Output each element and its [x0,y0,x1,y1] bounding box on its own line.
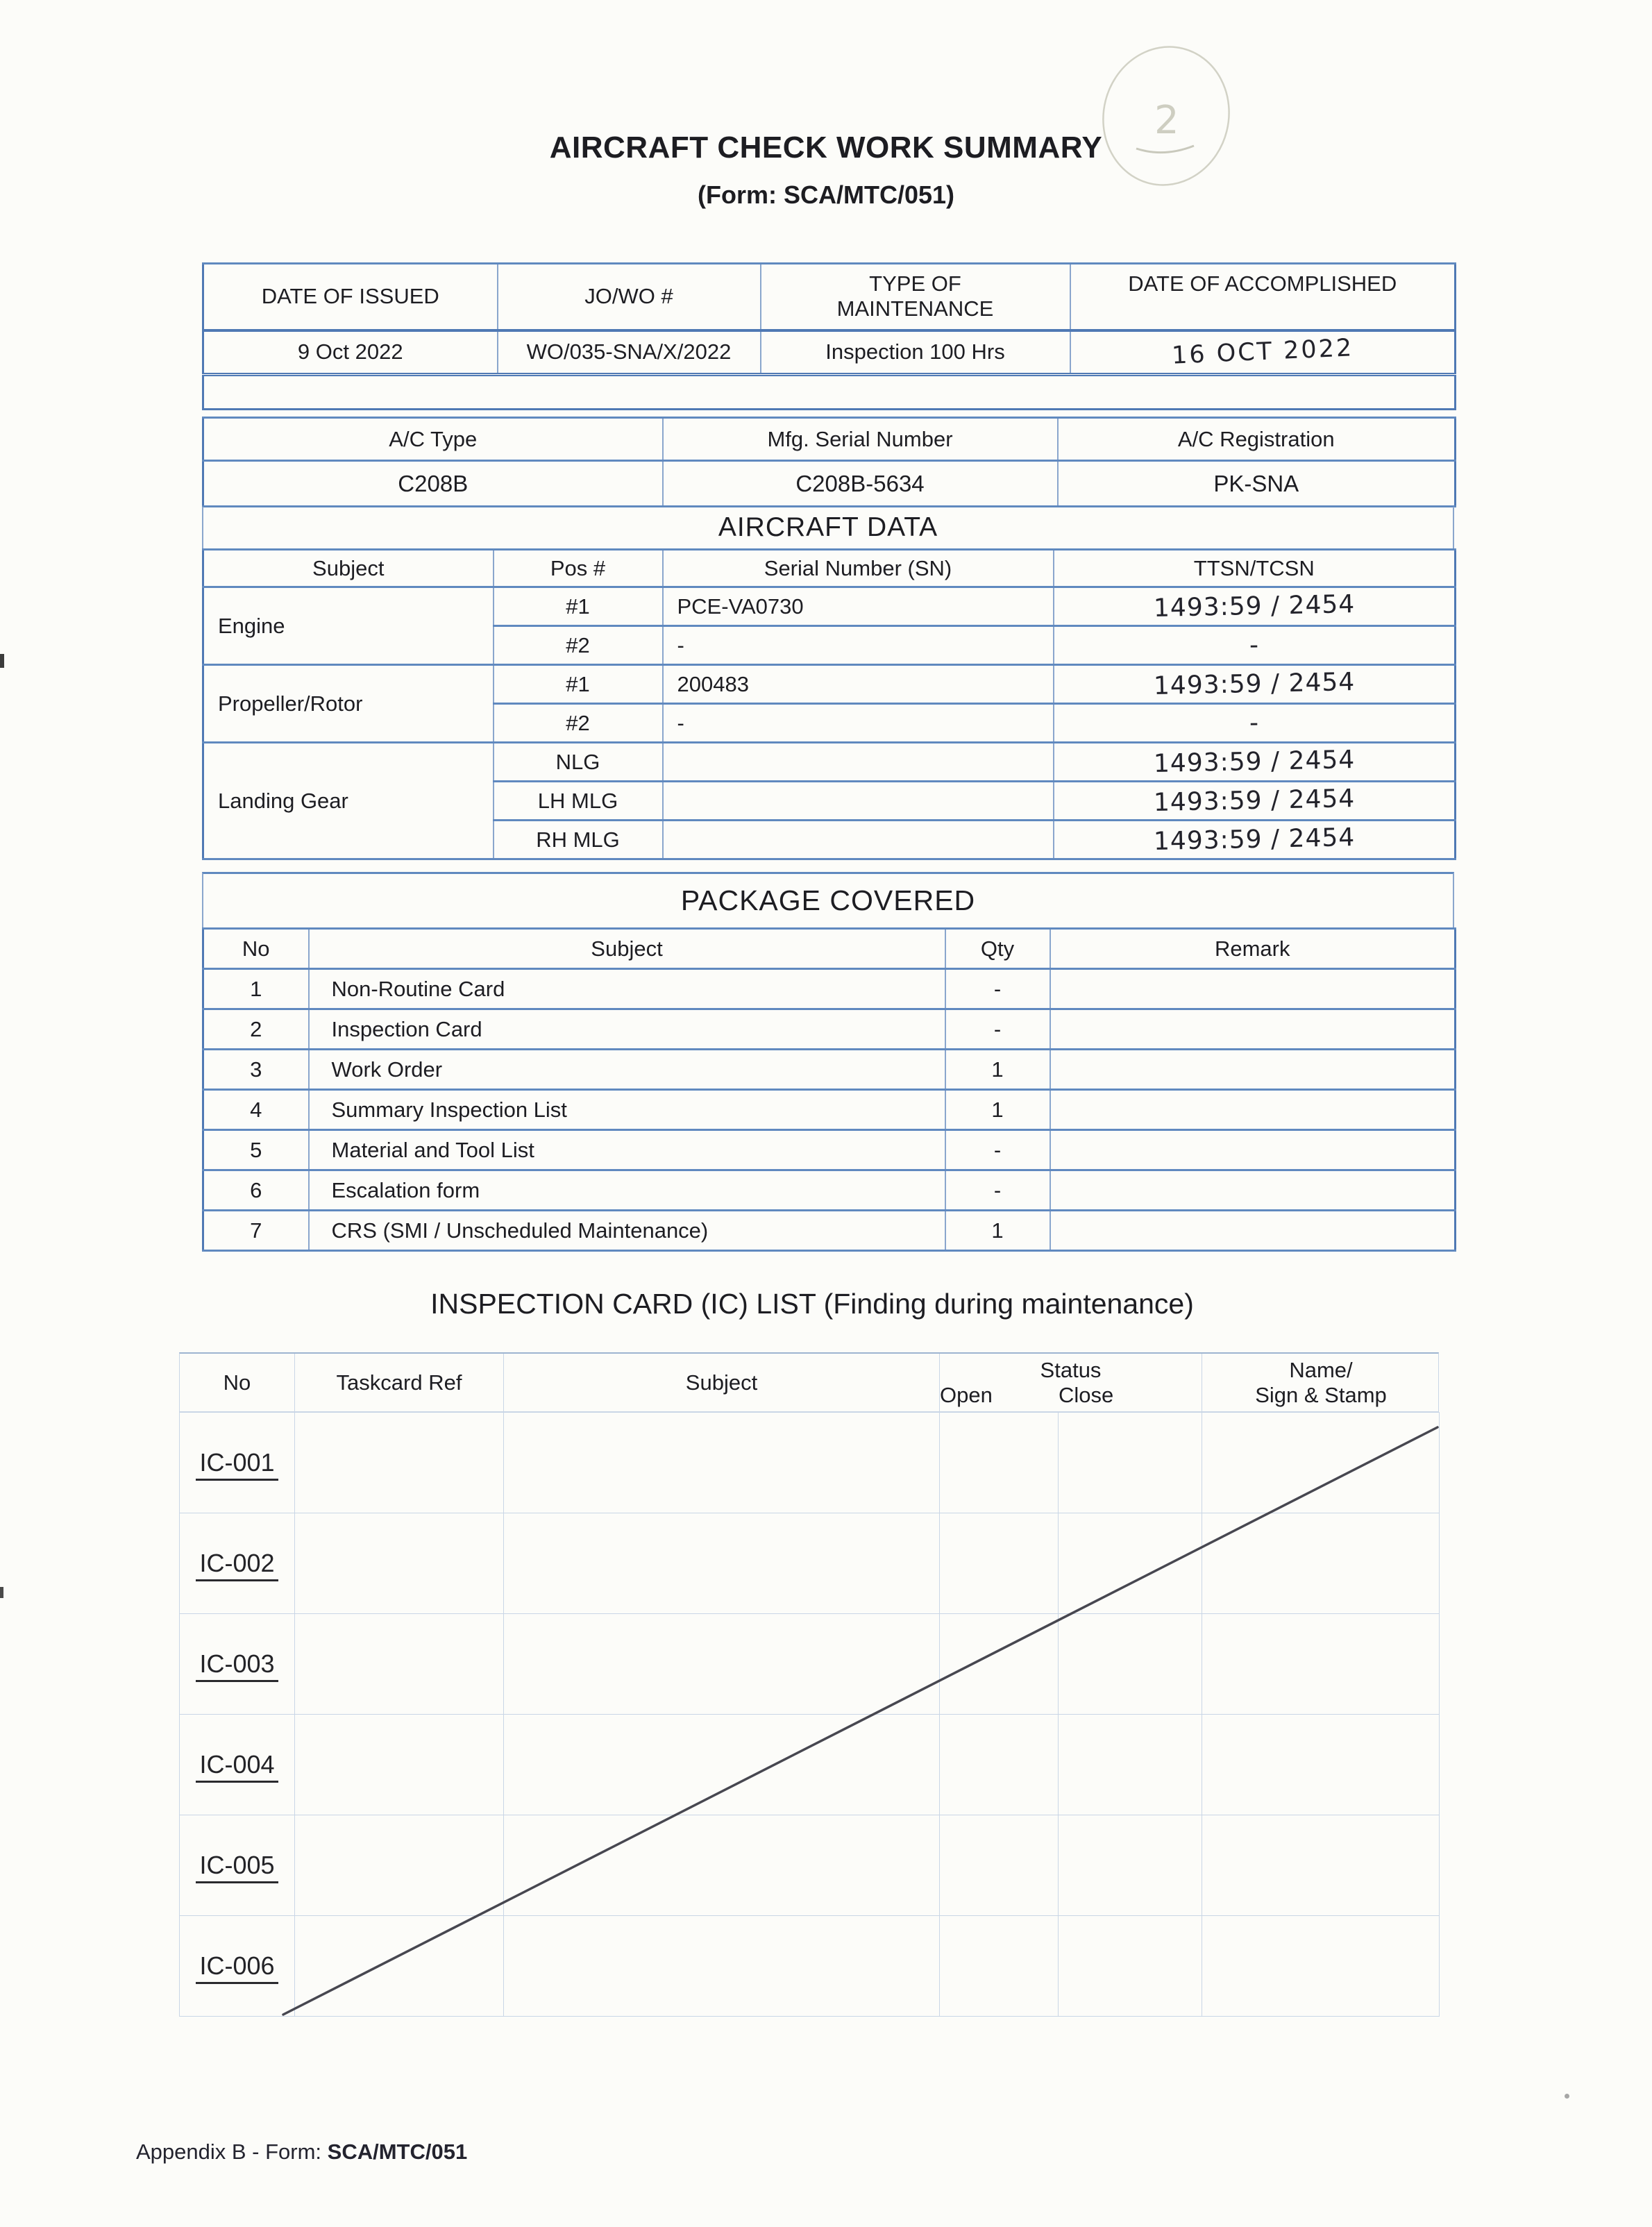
package-no: 3 [203,1050,309,1090]
package-no: 6 [203,1170,309,1211]
ic-sign-cell [1202,1715,1440,1815]
ic-sign-cell [1202,1815,1440,1916]
header-serial-number: Serial Number (SN) [663,550,1054,587]
propeller-2-ttsn [1054,704,1456,743]
value-date-of-issued: 9 Oct 2022 [203,330,498,375]
aircraft-id-header-row [203,418,1456,461]
aircraft-id-table [202,417,1456,507]
engine-2-pos: #2 [494,626,663,665]
header-ac-registration: A/C Registration [1058,418,1456,461]
package-no: 5 [203,1130,309,1170]
value-jo-wo: WO/035-SNA/X/2022 [498,330,761,375]
ic-no-cell [180,1413,295,1513]
ic-taskcard-cell [295,1614,504,1715]
package-row [203,1170,1456,1211]
package-qty: 1 [945,1090,1050,1130]
ic-row [180,1413,1440,1513]
package-qty: - [945,1170,1050,1211]
lh-mlg-sn [663,782,1054,821]
package-row [203,969,1456,1009]
ic-id: IC-003 [196,1649,278,1682]
rh-mlg-sn [663,821,1054,859]
ic-sign-cell [1202,1513,1440,1614]
ic-header-subject: Subject [504,1354,940,1411]
package-row [203,1211,1456,1251]
package-no: 7 [203,1211,309,1251]
value-date-of-accomplished [1070,330,1456,375]
package-qty: - [945,1009,1050,1050]
header-type-of-maintenance-text: TYPE OF MAINTENANCE [836,271,994,321]
ic-close-cell [1059,1513,1202,1614]
package-remark [1050,1130,1456,1170]
scan-artifact-tick [0,1587,3,1598]
aircraft-data-section [202,507,1454,548]
summary-value-row [203,330,1456,375]
footer [136,2140,467,2165]
package-remark [1050,1009,1456,1050]
ic-subject-cell [504,1614,940,1715]
ic-open-cell [940,1513,1059,1614]
summary-spacer-row [203,375,1456,410]
ic-header-name-sign [1202,1354,1440,1411]
handwritten-ttsn: 1493:59 / 2454 [1153,784,1356,818]
propeller-2-sn: - [663,704,1054,743]
package-subject: CRS (SMI / Unscheduled Maintenance) [309,1211,945,1251]
header-remark: Remark [1050,929,1456,969]
spacer-cell [203,375,1456,410]
package-no: 4 [203,1090,309,1130]
value-mfg-serial: C208B-5634 [663,461,1058,507]
ic-close-cell [1059,1715,1202,1815]
ic-no-cell [180,1614,295,1715]
page-subtitle: (Form: SCA/MTC/051) [697,180,955,209]
ic-sign-cell [1202,1614,1440,1715]
inspection-card-list-title: INSPECTION CARD (IC) LIST (Finding during maintenance) [430,1288,1194,1320]
package-remark [1050,1050,1456,1090]
pencil-page-number-circle [1086,29,1253,203]
ic-no-cell [180,1815,295,1916]
engine-1-pos: #1 [494,587,663,626]
ic-open-cell [940,1413,1059,1513]
package-remark [1050,1211,1456,1251]
value-ac-registration: PK-SNA [1058,461,1456,507]
header-qty: Qty [945,929,1050,969]
value-ac-type: C208B [203,461,663,507]
package-remark [1050,1170,1456,1211]
aircraft-id-value-row [203,461,1456,507]
ic-no-cell [180,1715,295,1815]
package-row [203,1090,1456,1130]
engine-1-ttsn [1054,587,1456,626]
lh-mlg-ttsn [1054,782,1456,821]
handwritten-ttsn: - [1249,708,1260,738]
ic-no-cell [180,1916,295,2017]
ic-taskcard-cell [295,1513,504,1614]
ic-table-body [179,1412,1440,2017]
ic-header-status-label: Status [1040,1357,1102,1382]
ic-close-cell [1059,1413,1202,1513]
header-no: No [203,929,309,969]
ic-header-name-line2: Sign & Stamp [1255,1382,1387,1407]
summary-header-row [203,264,1456,330]
ic-no-cell [180,1513,295,1614]
ic-header-open: Open [940,1382,993,1407]
ic-header-taskcard-ref: Taskcard Ref [295,1354,504,1411]
ic-row [180,1815,1440,1916]
ic-taskcard-cell [295,1715,504,1815]
ic-id: IC-005 [196,1851,278,1883]
ic-header-no: No [180,1354,295,1411]
engine-row-1 [203,587,1456,626]
header-mfg-serial: Mfg. Serial Number [663,418,1058,461]
subject-engine: Engine [203,587,494,665]
ic-row [180,1614,1440,1715]
package-remark [1050,1090,1456,1130]
ic-close-cell [1059,1916,1202,2017]
header-pos: Pos # [494,550,663,587]
ic-open-cell [940,1916,1059,2017]
package-row [203,1009,1456,1050]
aircraft-data-title: AIRCRAFT DATA [718,512,938,542]
ic-subject-cell [504,1916,940,2017]
header-date-of-accomplished: DATE OF ACCOMPLISHED [1070,264,1456,330]
engine-2-sn: - [663,626,1054,665]
aircraft-data-header-row [203,550,1456,587]
ic-id: IC-001 [196,1448,278,1481]
package-no: 1 [203,969,309,1009]
subject-landing-gear: Landing Gear [203,743,494,859]
header-subject: Subject [203,550,494,587]
handwritten-date-accomplished: 16 OCT 2022 [1170,334,1354,370]
package-covered-title: PACKAGE COVERED [680,884,976,916]
scan-artifact-dot [1565,2094,1569,2099]
header-package-subject: Subject [309,929,945,969]
subject-propeller: Propeller/Rotor [203,665,494,743]
scan-artifact-tick [0,654,4,668]
rh-mlg-pos: RH MLG [494,821,663,859]
ic-subject-cell [504,1413,940,1513]
package-row [203,1130,1456,1170]
header-type-of-maintenance [761,264,1070,330]
handwritten-ttsn: 1493:59 / 2454 [1153,667,1356,701]
ic-subject-cell [504,1513,940,1614]
rh-mlg-ttsn [1054,821,1456,859]
nlg-sn [663,743,1054,782]
package-subject: Non-Routine Card [309,969,945,1009]
propeller-2-pos: #2 [494,704,663,743]
ic-row [180,1513,1440,1614]
engine-1-sn: PCE-VA0730 [663,587,1054,626]
landing-gear-row-nlg [203,743,1456,782]
propeller-1-pos: #1 [494,665,663,704]
engine-2-ttsn [1054,626,1456,665]
package-covered-table [202,927,1456,1252]
ic-header-close: Close [1059,1382,1114,1407]
propeller-1-sn: 200483 [663,665,1054,704]
ic-sign-cell [1202,1413,1440,1513]
ic-id: IC-002 [196,1549,278,1581]
header-ac-type: A/C Type [203,418,663,461]
package-qty: 1 [945,1050,1050,1090]
package-subject: Material and Tool List [309,1130,945,1170]
ic-subject-cell [504,1715,940,1815]
ic-taskcard-cell [295,1916,504,2017]
header-jo-wo: JO/WO # [498,264,761,330]
aircraft-data-table [202,548,1456,860]
package-covered-section [202,872,1454,927]
footer-prefix: Appendix B - Form: [136,2140,328,2164]
package-qty: 1 [945,1211,1050,1251]
package-subject: Escalation form [309,1170,945,1211]
header-date-of-issued: DATE OF ISSUED [203,264,498,330]
ic-id: IC-006 [196,1951,278,1984]
value-type-of-maintenance: Inspection 100 Hrs [761,330,1070,375]
ic-open-cell [940,1715,1059,1815]
package-subject: Work Order [309,1050,945,1090]
package-subject: Summary Inspection List [309,1090,945,1130]
ic-table-header [179,1352,1439,1412]
ic-taskcard-cell [295,1413,504,1513]
nlg-pos: NLG [494,743,663,782]
page-title: AIRCRAFT CHECK WORK SUMMARY [549,131,1103,165]
package-qty: - [945,969,1050,1009]
ic-sign-cell [1202,1916,1440,2017]
ic-header-name-line1: Name/ [1289,1357,1353,1382]
ic-row [180,1715,1440,1815]
handwritten-ttsn: 1493:59 / 2454 [1153,589,1356,623]
summary-table [202,262,1456,410]
ic-row [180,1916,1440,2017]
package-header-row [203,929,1456,969]
nlg-ttsn [1054,743,1456,782]
ic-subject-cell [504,1815,940,1916]
ic-open-cell [940,1614,1059,1715]
ic-open-cell [940,1815,1059,1916]
package-subject: Inspection Card [309,1009,945,1050]
package-remark [1050,969,1456,1009]
ic-id: IC-004 [196,1750,278,1783]
header-ttsn-tcsn: TTSN/TCSN [1054,550,1456,587]
handwritten-ttsn: - [1249,630,1260,660]
package-row [203,1050,1456,1090]
propeller-1-ttsn [1054,665,1456,704]
ic-close-cell [1059,1614,1202,1715]
footer-form-code: SCA/MTC/051 [327,2140,468,2164]
lh-mlg-pos: LH MLG [494,782,663,821]
ic-header-status [940,1354,1202,1411]
package-qty: - [945,1130,1050,1170]
ic-close-cell [1059,1815,1202,1916]
handwritten-ttsn: 1493:59 / 2454 [1153,745,1356,779]
handwritten-ttsn: 1493:59 / 2454 [1153,823,1356,857]
pencil-page-number: 2 [1154,98,1179,143]
package-no: 2 [203,1009,309,1050]
propeller-row-1 [203,665,1456,704]
ic-taskcard-cell [295,1815,504,1916]
